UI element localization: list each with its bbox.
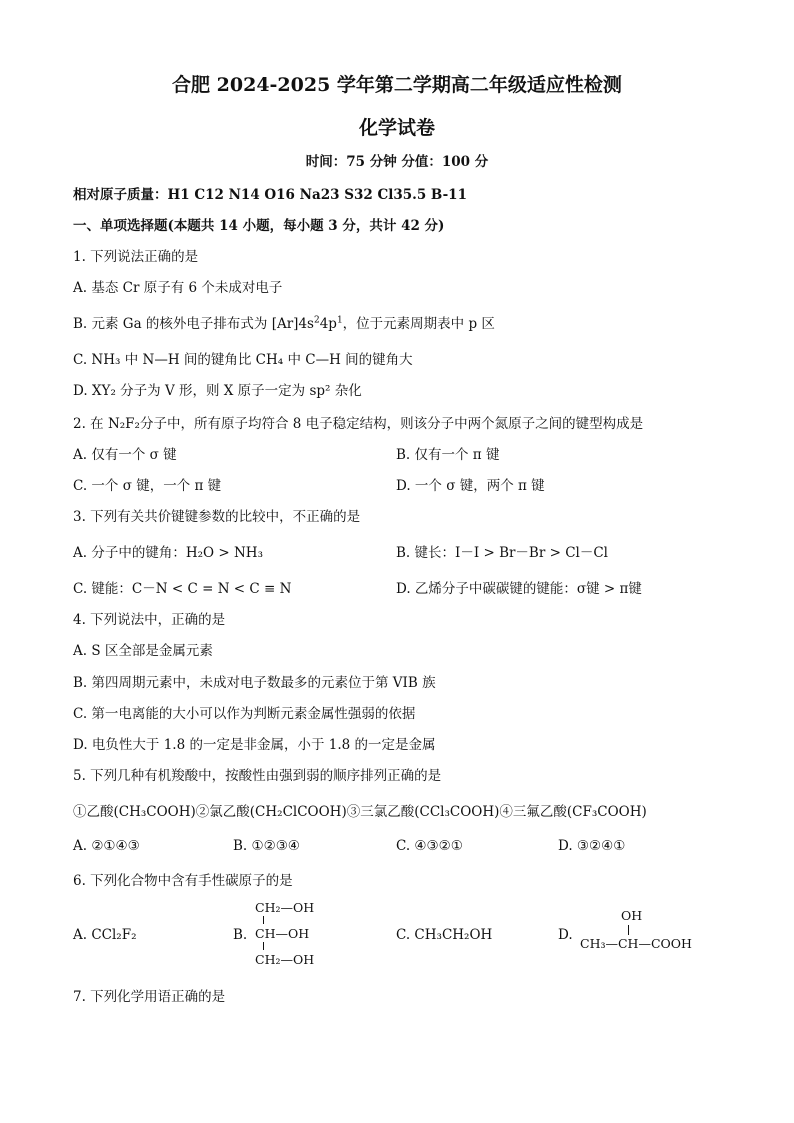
question-5-stem: 5. 下列几种有机羧酸中，按酸性由强到弱的顺序排列正确的是 (73, 768, 442, 784)
question-6-option-b-glycerol-structure (233, 900, 343, 970)
structure-middle-group: CH—OH (255, 926, 310, 941)
bond-line (263, 916, 264, 924)
question-6-option-b-label: B. (233, 927, 248, 943)
question-6-option-d-lactic-acid-structure (558, 908, 708, 958)
question-4-option-d: D. 电负性大于 1.8 的一定是非金属，小于 1.8 的一定是金属 (73, 737, 436, 753)
question-2-option-a: A. 仅有一个 σ 键 (73, 447, 177, 463)
exam-subtitle: 化学试卷 (358, 117, 435, 139)
question-3-option-d: D. 乙烯分子中碳碳键的键能：σ键 > π键 (396, 581, 642, 597)
question-1-option-a: A. 基态 Cr 原子有 6 个未成对电子 (73, 280, 283, 296)
structure-top-group: CH₂—OH (255, 900, 315, 915)
question-6-option-d-label: D. (558, 927, 573, 943)
question-3-stem: 3. 下列有关共价键键参数的比较中，不正确的是 (73, 509, 361, 525)
exam-title: 合肥 2024-2025 学年第二学期高二年级适应性检测 (172, 74, 622, 96)
question-1-option-b: B. 元素 Ga 的核外电子排布式为 $[Ar]4s^24p^1$，位于元素周期表中 p 区 (73, 315, 495, 332)
question-5-option-a: A. ②①④③ (73, 838, 140, 854)
structure-main-chain: CH₃—CH—COOH (580, 936, 692, 951)
question-1-option-c: C. NH₃ 中 N—H 间的键角比 CH₄ 中 C—H 间的键角大 (73, 352, 413, 368)
structure-bottom-group: CH₂—OH (255, 952, 315, 967)
question-6-stem: 6. 下列化合物中含有手性碳原子的是 (73, 873, 293, 889)
atomic-mass-line: 相对原子质量：H1 C12 N14 O16 Na23 S32 Cl35.5 B-11 (73, 187, 467, 203)
question-5-option-b: B. ①②③④ (233, 838, 300, 854)
question-6-option-a: A. CCl₂F₂ (73, 927, 137, 943)
question-4-option-b: B. 第四周期元素中，未成对电子数最多的元素位于第 VIB 族 (73, 675, 436, 691)
question-7-stem: 7. 下列化学用语正确的是 (73, 989, 226, 1005)
bond-line (628, 925, 629, 935)
question-2-option-b: B. 仅有一个 π 键 (396, 447, 500, 463)
question-5-option-c: C. ④③②① (396, 838, 463, 854)
question-1-option-d: D. XY₂ 分子为 V 形，则 X 原子一定为 sp² 杂化 (73, 383, 362, 399)
structure-hydroxyl-group: OH (621, 908, 643, 923)
question-5-option-d: D. ③②④① (558, 838, 626, 854)
section-heading: 一、单项选择题(本题共 14 小题，每小题 3 分，共计 42 分) (73, 218, 445, 234)
question-2-option-c: C. 一个 σ 键，一个 π 键 (73, 478, 222, 494)
question-4-stem: 4. 下列说法中，正确的是 (73, 612, 226, 628)
question-5-acid-list: ①乙酸(CH₃COOH)②氯乙酸(CH₂ClCOOH)③三氯乙酸(CCl₃COOH)④三氟乙酸(CF₃COOH) (73, 804, 647, 820)
question-4-option-a: A. S 区全部是金属元素 (73, 643, 213, 659)
question-6-option-c: C. CH₃CH₂OH (396, 927, 493, 943)
question-4-option-c: C. 第一电离能的大小可以作为判断元素金属性强弱的依据 (73, 706, 416, 722)
bond-line (263, 942, 264, 950)
question-1-stem: 1. 下列说法正确的是 (73, 249, 199, 265)
time-score-info: 时间：75 分钟 分值：100 分 (305, 154, 489, 170)
question-3-option-a: A. 分子中的键角：H₂O > NH₃ (73, 545, 263, 561)
question-3-option-c: C. 键能：C－N < C = N < C ≡ N (73, 581, 292, 597)
question-3-option-b: B. 键长：I－I > Br－Br > Cl－Cl (396, 545, 608, 561)
question-2-stem: 2. 在 N₂F₂分子中，所有原子均符合 8 电子稳定结构，则该分子中两个氮原子之间的键型构成是 (73, 416, 644, 432)
question-2-option-d: D. 一个 σ 键，两个 π 键 (396, 478, 545, 494)
